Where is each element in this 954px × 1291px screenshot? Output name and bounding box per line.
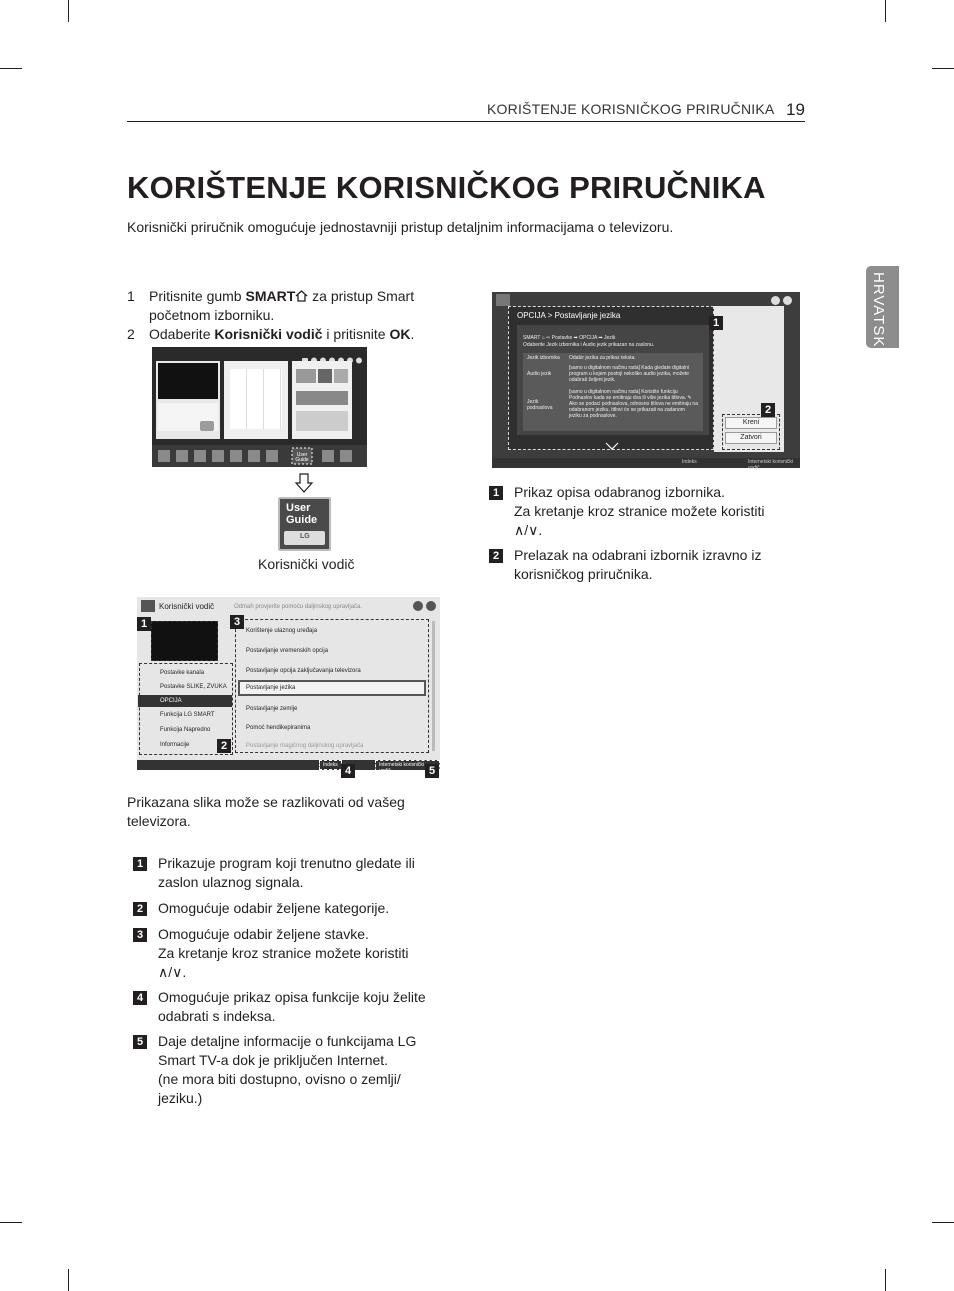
table-cell-label: Jezik podnaslova — [527, 399, 553, 411]
table-cell-value: Odabir jezika za prikaz teksta. — [569, 355, 636, 361]
guide-subtitle: Odmah provjerite pomoću daljinskog upravljača. — [234, 604, 363, 610]
callout-badge: 1 — [489, 486, 503, 500]
callout-badge: 1 — [137, 617, 151, 631]
option-table — [523, 353, 703, 431]
item-entry[interactable]: Postavljanje magičnog daljinskog upravljača — [246, 743, 364, 749]
step-number: 1 — [127, 288, 135, 304]
list-item-text: Prelazak na odabrani izbornik izravno iz korisničkog priručnika. — [514, 547, 762, 582]
status-icons — [302, 351, 364, 358]
guide-logo — [141, 600, 155, 612]
tv-preview — [151, 621, 218, 661]
crop-mark — [68, 0, 69, 22]
item-entry[interactable]: Postavljanje vremenskih opcija — [246, 648, 329, 654]
language-label: HRVATSKI — [870, 272, 887, 353]
crop-mark — [932, 68, 954, 69]
guide-title: Korisnički vodič — [159, 602, 215, 611]
table-cell-value: [samo u digitalnom načinu rada] Koristite funkciju Podnaslov kada se emitiraju dva ili više jezika titlova. ✎ Ako se podaci podnaslova, odnosno titlova ne emitiraju na odabranom jeziku, titlovi će se prikazati na zadanom jeziku za podnaslove. — [569, 389, 698, 419]
crop-mark — [0, 68, 22, 69]
item-list — [235, 619, 429, 753]
category-selected-bg — [138, 695, 232, 707]
menu-path: SMART ⌂ ⇨ Postavke ➡ OPCIJA ➡ Jezik — [523, 335, 616, 341]
callout-badge: 2 — [133, 902, 147, 916]
header-rule — [127, 121, 805, 122]
list-item-text: Daje detaljne informacije o funkcijama LG Smart TV-a dok je priključen Internet. (ne mora biti dostupno, ovisno o zemlji/ jeziku.) — [158, 1033, 417, 1106]
launcher-bar — [152, 445, 367, 467]
disclaimer-note: Prikazana slika može se razlikovati od vašeg televizora. — [127, 794, 405, 829]
crop-mark — [932, 1222, 954, 1223]
list-item-text: Omogućuje prikaz opisa funkcije koju želite odabrati s indeksa. — [158, 989, 426, 1024]
live-tv-panel — [156, 361, 220, 439]
step-2 — [127, 325, 447, 345]
table-cell-label: Audio jezik — [527, 371, 552, 377]
callout-badge: 3 — [230, 615, 244, 629]
smart-home-screenshot — [152, 347, 367, 467]
menu-description: Odaberite Jezik izbornika i Audio jezik prikazan na zaslonu. — [523, 342, 655, 348]
callout-badge: 3 — [133, 928, 147, 942]
close-icon[interactable] — [426, 601, 436, 611]
description-popup — [508, 306, 714, 450]
language-side-tab — [866, 266, 899, 353]
intro-paragraph: Korisnički priručnik omogućuje jednostavniji pristup detaljnim informacijama o televizoru. — [127, 219, 674, 235]
right-callout-list — [489, 483, 799, 593]
close-icon[interactable] — [783, 296, 792, 305]
user-guide-screenshot — [137, 597, 440, 774]
callout-badge: 4 — [341, 764, 355, 778]
list-item-text: Omogućuje odabir željene stavke. Za kretanje kroz stranice možete koristiti ∧/∨. — [158, 926, 409, 980]
down-arrow-icon — [295, 473, 313, 493]
category-item[interactable]: OPCIJA — [160, 698, 182, 704]
item-entry[interactable]: Postavljanje opcija zaključavanja televizora — [246, 668, 361, 674]
category-item[interactable]: Postavke kanala — [160, 670, 205, 676]
online-guide-button[interactable]: Internetski korisnički vodič — [375, 760, 440, 776]
callout-badge: 4 — [133, 991, 147, 1005]
list-item-text: Omogućuje odabir željene kategorije. — [158, 900, 390, 916]
option-logo — [496, 294, 510, 306]
online-guide-button[interactable]: Internetski korisnički vodič — [748, 459, 794, 471]
index-button[interactable]: Indeks — [682, 459, 697, 465]
running-header: KORIŠTENJE KORISNIČKOG PRIRUČNIKA — [487, 101, 775, 117]
step-text: Odaberite Korisnički vodič i pritisnite OK. — [149, 326, 415, 342]
category-item[interactable]: Funkcija LG SMART — [160, 712, 215, 718]
item-entry[interactable]: Postavljanje jezika — [246, 685, 296, 691]
crop-mark — [885, 1269, 886, 1291]
page-number: 19 — [786, 100, 805, 119]
back-icon[interactable] — [771, 296, 780, 305]
table-cell-value: [samo u digitalnom načinu rada] Kada gledate digitalni program u kojem postoji nekoliko audio jezika, možete odabrati željeni jezik. — [569, 365, 690, 383]
index-button[interactable]: Indeks — [319, 760, 342, 770]
callout-badge: 1 — [133, 857, 147, 871]
list-item-text: Prikaz opisa odabranog izbornika. Za kretanje kroz stranice možete koristiti ∧/∨. — [514, 484, 765, 538]
category-item[interactable]: Funkcija Napredno — [160, 727, 211, 733]
table-cell-label: Jezik izbornika — [527, 355, 560, 361]
callout-badge: 5 — [425, 764, 439, 778]
list-item-text: Prikazuje program koji trenutno gledate ili zaslon ulaznog signala. — [158, 855, 415, 890]
step-number: 2 — [127, 326, 135, 342]
page-title: KORIŠTENJE KORISNIČKOG PRIRUČNIKA — [127, 170, 766, 205]
callout-badge: 1 — [709, 316, 723, 330]
option-screenshot — [492, 292, 800, 471]
item-entry[interactable]: Pomoć hendikepiranima — [246, 725, 311, 731]
callout-badge: 2 — [217, 739, 231, 753]
crop-mark — [885, 0, 886, 22]
card-panel — [224, 361, 288, 439]
crop-mark — [0, 1222, 22, 1223]
step-1 — [127, 287, 447, 327]
left-callout-list — [133, 854, 443, 1114]
go-button[interactable]: Kreni — [725, 417, 777, 429]
close-button[interactable]: Zatvori — [725, 432, 777, 444]
popup-body — [517, 325, 709, 435]
category-item[interactable]: Informacije — [160, 742, 190, 748]
callout-badge: 2 — [489, 549, 503, 563]
step-text: Pritisnite gumb SMART za pristup Smart početnom izborniku. — [149, 288, 415, 323]
callout-badge: 2 — [761, 403, 775, 417]
crop-mark — [68, 1269, 69, 1291]
item-entry[interactable]: Postavljanje zemlje — [246, 706, 298, 712]
user-guide-icon[interactable]: User Guide LG — [278, 497, 331, 551]
home-icon — [295, 288, 308, 300]
chevron-down-icon[interactable] — [605, 437, 619, 445]
callout-badge: 5 — [133, 1035, 147, 1049]
lg-logo: LG — [284, 531, 325, 545]
popup-title: OPCIJA > Postavljanje jezika — [517, 311, 621, 320]
premium-panel — [292, 361, 352, 439]
user-guide-launcher-label[interactable]: User Guide — [295, 452, 309, 463]
category-item[interactable]: Postavke SLIKE, ZVUKA — [160, 684, 227, 690]
scrollbar[interactable] — [432, 621, 435, 751]
item-entry[interactable]: Korištenje ulaznog uređaja — [246, 628, 318, 634]
back-icon[interactable] — [413, 601, 423, 611]
user-guide-caption: Korisnički vodič — [258, 556, 355, 572]
